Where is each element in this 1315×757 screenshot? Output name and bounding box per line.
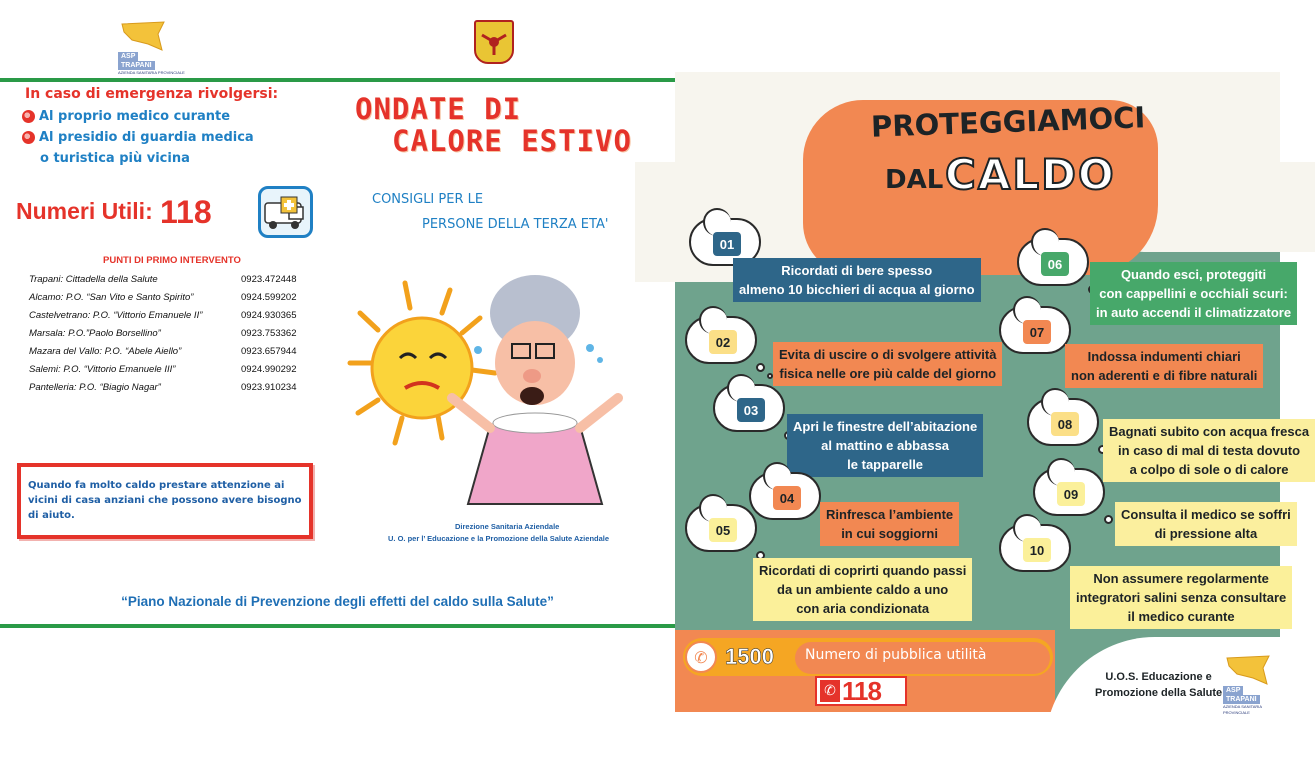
tip-number: 01 bbox=[713, 232, 741, 256]
thought-cloud-06 bbox=[1017, 238, 1089, 286]
spiral-bullet-icon bbox=[22, 110, 35, 123]
title-caldo: CALDO bbox=[945, 150, 1116, 199]
punti-row: Marsala: P.O.”Paolo Borsellino” 0923.753362 bbox=[29, 328, 297, 339]
piano-nazionale-caption: “Piano Nazionale di Prevenzione degli effetti del caldo sulla Salute” bbox=[121, 594, 554, 609]
emergency-item-3: o turistica più vicina bbox=[40, 151, 190, 166]
tip-04: Rinfresca l’ambiente in cui soggiorni bbox=[820, 502, 959, 546]
phone-icon: ✆ bbox=[685, 641, 717, 673]
emergency-118-badge bbox=[815, 676, 907, 706]
numeri-utili-label: Numeri Utili: bbox=[16, 198, 153, 224]
headline-line-1: ONDATE DI bbox=[355, 92, 522, 126]
tip-number: 05 bbox=[709, 518, 737, 542]
logo-line-trapani: TRAPANI bbox=[118, 61, 155, 70]
tip-07: Indossa indumenti chiari non aderenti e di fibre naturali bbox=[1065, 344, 1263, 388]
thought-cloud-05 bbox=[685, 504, 757, 552]
title-line-1: PROTEGGIAMOCI bbox=[870, 100, 1146, 144]
sicily-map-icon bbox=[118, 20, 168, 52]
uos-caption: U.O.S. Educazione e Promozione della Salute bbox=[1095, 671, 1223, 699]
tip-03: Apri le finestre dell’abitazione al mattino e abbassa le tapparelle bbox=[787, 414, 983, 477]
tip-number: 04 bbox=[773, 486, 801, 510]
spiral-bullet-icon bbox=[22, 131, 35, 144]
tip-06: Quando esci, proteggiti con cappellini e occhiali scuri: in auto accendi il climatizzatore bbox=[1090, 262, 1297, 325]
tip-02: Evita di uscire o di svolgere attività fisica nelle ore più calde del giorno bbox=[773, 342, 1002, 386]
thought-cloud-04 bbox=[749, 472, 821, 520]
punti-row: Salemi: P.O. “Vittorio Emanuele III” 0924.990292 bbox=[29, 364, 297, 375]
consigli-line-1: CONSIGLI PER LE bbox=[372, 192, 484, 207]
tip-08: Bagnati subito con acqua fresca in caso di mal di testa dovuto a colpo di sole o di calore bbox=[1103, 419, 1315, 482]
tip-number: 09 bbox=[1057, 482, 1085, 506]
direzione-line-2: U. O. per l’ Educazione e la Promozione della Salute Aziendale bbox=[388, 534, 610, 543]
thought-cloud-03 bbox=[713, 384, 785, 432]
emergency-item-2: Al presidio di guardia medica bbox=[22, 130, 254, 145]
thought-cloud-09 bbox=[1033, 468, 1105, 516]
thought-cloud-02 bbox=[685, 316, 757, 364]
sicily-map-icon bbox=[1223, 654, 1273, 686]
sicily-crest-icon bbox=[474, 20, 514, 64]
punti-row: Trapani: Cittadella della Salute 0923.472448 bbox=[29, 274, 297, 285]
numeri-utili-value: 118 bbox=[160, 194, 212, 230]
asp-trapani-logo bbox=[118, 20, 185, 76]
sun-and-elderly-woman-illustration bbox=[350, 278, 640, 518]
punti-title: PUNTI DI PRIMO INTERVENTO bbox=[103, 255, 241, 266]
logo-line-asp: ASP bbox=[118, 52, 138, 61]
punti-row: Mazara del Vallo: P.O. “Abele Aiello” 0923.657944 bbox=[29, 346, 297, 357]
phone-icon: ✆ bbox=[820, 680, 840, 702]
tip-number: 06 bbox=[1041, 252, 1069, 276]
heatwave-flyer bbox=[0, 0, 675, 720]
punti-row: Castelvetrano: P.O. “Vittorio Emanuele II” 0924.930365 bbox=[29, 310, 297, 321]
tip-number: 03 bbox=[737, 398, 765, 422]
tip-05: Ricordati di coprirti quando passi da un ambiente caldo a uno con aria condizionata bbox=[753, 558, 972, 621]
thought-cloud-07 bbox=[999, 306, 1071, 354]
emergency-title: In caso di emergenza rivolgersi: bbox=[25, 86, 279, 102]
tip-01: Ricordati di bere spesso almeno 10 bicchieri di acqua al giorno bbox=[733, 258, 981, 302]
title-dal: DAL bbox=[885, 165, 944, 195]
emergency-item-1: Al proprio medico curante bbox=[22, 109, 230, 124]
thought-cloud-10 bbox=[999, 524, 1071, 572]
asp-trapani-logo: ASP TRAPANI AZIENDA SANITARIA PROVINCIALE bbox=[1223, 654, 1280, 716]
tip-10: Non assumere regolarmente integratori salini senza consultare il medico curante bbox=[1070, 566, 1292, 629]
tip-09: Consulta il medico se soffri di pressione alta bbox=[1115, 502, 1297, 546]
hotline-label: Numero di pubblica utilità bbox=[795, 642, 1050, 674]
tip-number: 07 bbox=[1023, 320, 1051, 344]
logo-line-azienda: AZIENDA SANITARIA PROVINCIALE bbox=[118, 70, 185, 75]
attention-text: Quando fa molto caldo prestare attenzione ai vicini di casa anziani che possono avere bisogno di aiuto. bbox=[28, 480, 302, 521]
thought-cloud-08 bbox=[1027, 398, 1099, 446]
tip-number: 10 bbox=[1023, 538, 1051, 562]
punti-row: Alcamo: P.O. “San Vito e Santo Spirito” 0924.599202 bbox=[29, 292, 297, 303]
hotline-number: 1500 bbox=[725, 644, 774, 669]
headline-line-2: CALORE ESTIVO bbox=[392, 124, 632, 158]
tip-number: 08 bbox=[1051, 412, 1079, 436]
direzione-line-1: Direzione Sanitaria Aziendale bbox=[455, 522, 560, 531]
elderly-woman-icon bbox=[452, 275, 618, 504]
ambulance-icon bbox=[258, 186, 313, 238]
bottom-green-rule bbox=[0, 624, 675, 628]
top-green-rule bbox=[0, 78, 675, 82]
proteggiamoci-poster bbox=[675, 72, 1310, 715]
punti-row: Pantelleria: P.O. “Biagio Nagar” 0923.910234 bbox=[29, 382, 297, 393]
emergency-118-number: 118 bbox=[842, 675, 881, 706]
consigli-line-2: PERSONE DELLA TERZA ETA' bbox=[422, 217, 609, 232]
tip-number: 02 bbox=[709, 330, 737, 354]
